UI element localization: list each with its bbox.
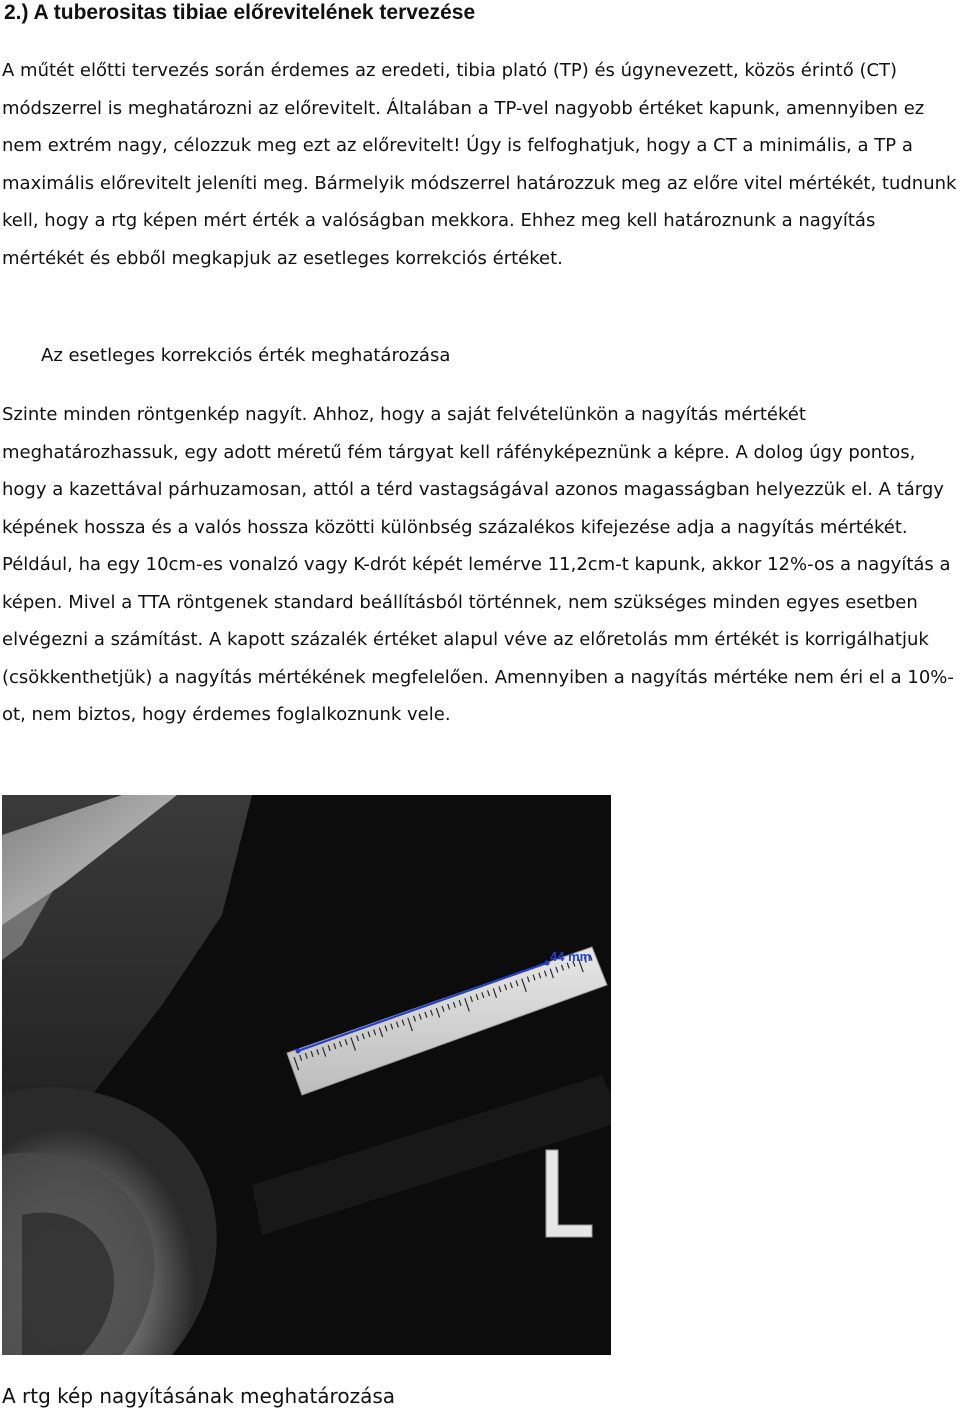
figure-caption: A rtg kép nagyításának meghatározása — [2, 1384, 396, 1408]
measurement-label: 44 mm — [550, 949, 592, 964]
xray-image — [2, 795, 611, 1355]
subheading: Az esetleges korrekciós érték meghatározása — [41, 345, 451, 366]
intro-paragraph: A műtét előtti tervezés során érdemes az eredeti, tibia plató (TP) és úgynevezett, közös érintő (CT) módszerrel is meghatározni az előrevitelt. Általában a TP-vel nagyobb értéket kapunk, amennyiben ez nem extrém nagy, célozzuk meg ezt az előrevitelt! Úgy is felfoghatjuk, hogy a CT a minimális, a TP a maximális előrevitelt jeleníti meg. Bármelyik módszerrel határozzuk meg az előre vitel mértékét, tudnunk kell, hogy a rtg képen mért érték a valóságban mekkora. Ehhez meg kell határoznunk a nagyítás mértékét és ebből megkapjuk az esetleges korrekciós értéket. — [2, 60, 957, 269]
section-heading: 2.) A tuberositas tibiae előrevitelének tervezése — [4, 1, 476, 24]
method-paragraph: Szinte minden röntgenkép nagyít. Ahhoz, hogy a saját felvételünkön a nagyítás mértékét meghatározhassuk, egy adott méretű fém tárgyat kell ráfényképeznünk a képre. A dolog úgy pontos, hogy a kazettával párhuzamosan, attól a térd vastagságával azonos magasságban helyezzük el. A tárgy képének hossza és a valós hossza közötti különbség százalékos kifejezése adja a nagyítás mértékét. Például, ha egy 10cm-es vonalzó vagy K-drót képét lemérve 11,2cm-t kapunk, akkor 12%-os a nagyítás a képen. Mivel a TTA röntgenek standard beállításból történnek, nem szükséges minden egyes esetben elvégezni a számítást. A kapott százalék értéket alapul véve az előretolás mm értékét is korrigálhatjuk (csökkenthetjük) a nagyítás mértékének megfelelően. Amennyiben a nagyítás mértéke nem éri el a 10%-ot, nem biztos, hogy érdemes foglalkoznunk vele. — [2, 404, 954, 725]
